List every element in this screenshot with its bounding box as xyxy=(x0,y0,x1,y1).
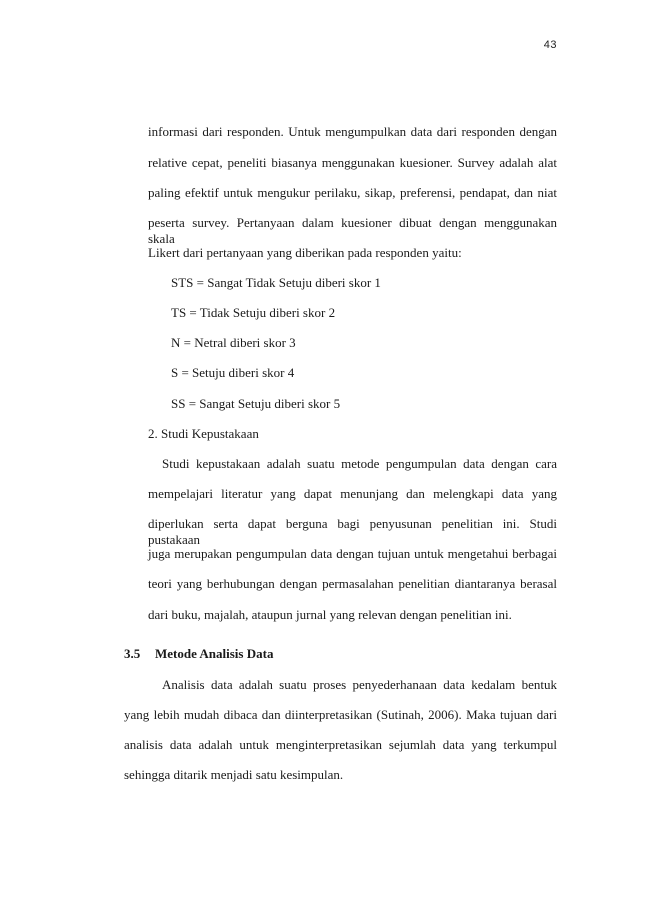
studi-line: teori yang berhubungan dengan permasalahan penelitian diantaranya berasal xyxy=(148,576,557,591)
intro-line: peserta survey. Pertanyaan dalam kuesioner dibuat dengan menggunakan skala xyxy=(148,215,557,246)
studi-line: dari buku, majalah, ataupun jurnal yang relevan dengan penelitian ini. xyxy=(148,607,512,622)
intro-line: paling efektif untuk mengukur perilaku, sikap, preferensi, pendapat, dan niat xyxy=(148,185,557,200)
likert-item-s: S = Setuju diberi skor 4 xyxy=(171,365,295,380)
section-line: sehingga ditarik menjadi satu kesimpulan. xyxy=(124,767,344,782)
section-line: Analisis data adalah suatu proses penyederhanaan data kedalam bentuk xyxy=(162,677,557,692)
page-number: 43 xyxy=(543,39,557,51)
likert-item-ss: SS = Sangat Setuju diberi skor 5 xyxy=(171,396,341,411)
likert-item-n: N = Netral diberi skor 3 xyxy=(171,335,296,350)
intro-line: informasi dari responden. Untuk mengumpulkan data dari responden dengan xyxy=(148,124,557,139)
section-title: Metode Analisis Data xyxy=(155,646,274,661)
studi-heading: 2. Studi Kepustakaan xyxy=(148,426,259,441)
studi-line: diperlukan serta dapat berguna bagi penyusunan penelitian ini. Studi pustakaan xyxy=(148,516,557,547)
studi-line: mempelajari literatur yang dapat menunjang dan melengkapi data yang xyxy=(148,486,557,501)
section-number: 3.5 xyxy=(124,646,141,661)
section-line: analisis data adalah untuk menginterpretasikan sejumlah data yang terkumpul xyxy=(124,737,557,752)
section-line: yang lebih mudah dibaca dan diinterpretasikan (Sutinah, 2006). Maka tujuan dari xyxy=(124,707,557,722)
likert-item-sts: STS = Sangat Tidak Setuju diberi skor 1 xyxy=(171,275,381,290)
intro-line: relative cepat, peneliti biasanya menggunakan kuesioner. Survey adalah alat xyxy=(148,155,557,170)
likert-item-ts: TS = Tidak Setuju diberi skor 2 xyxy=(171,305,336,320)
studi-line: Studi kepustakaan adalah suatu metode pengumpulan data dengan cara xyxy=(162,456,557,471)
intro-line: Likert dari pertanyaan yang diberikan pada responden yaitu: xyxy=(148,245,462,260)
studi-line: juga merupakan pengumpulan data dengan tujuan untuk mengetahui berbagai xyxy=(148,546,557,561)
